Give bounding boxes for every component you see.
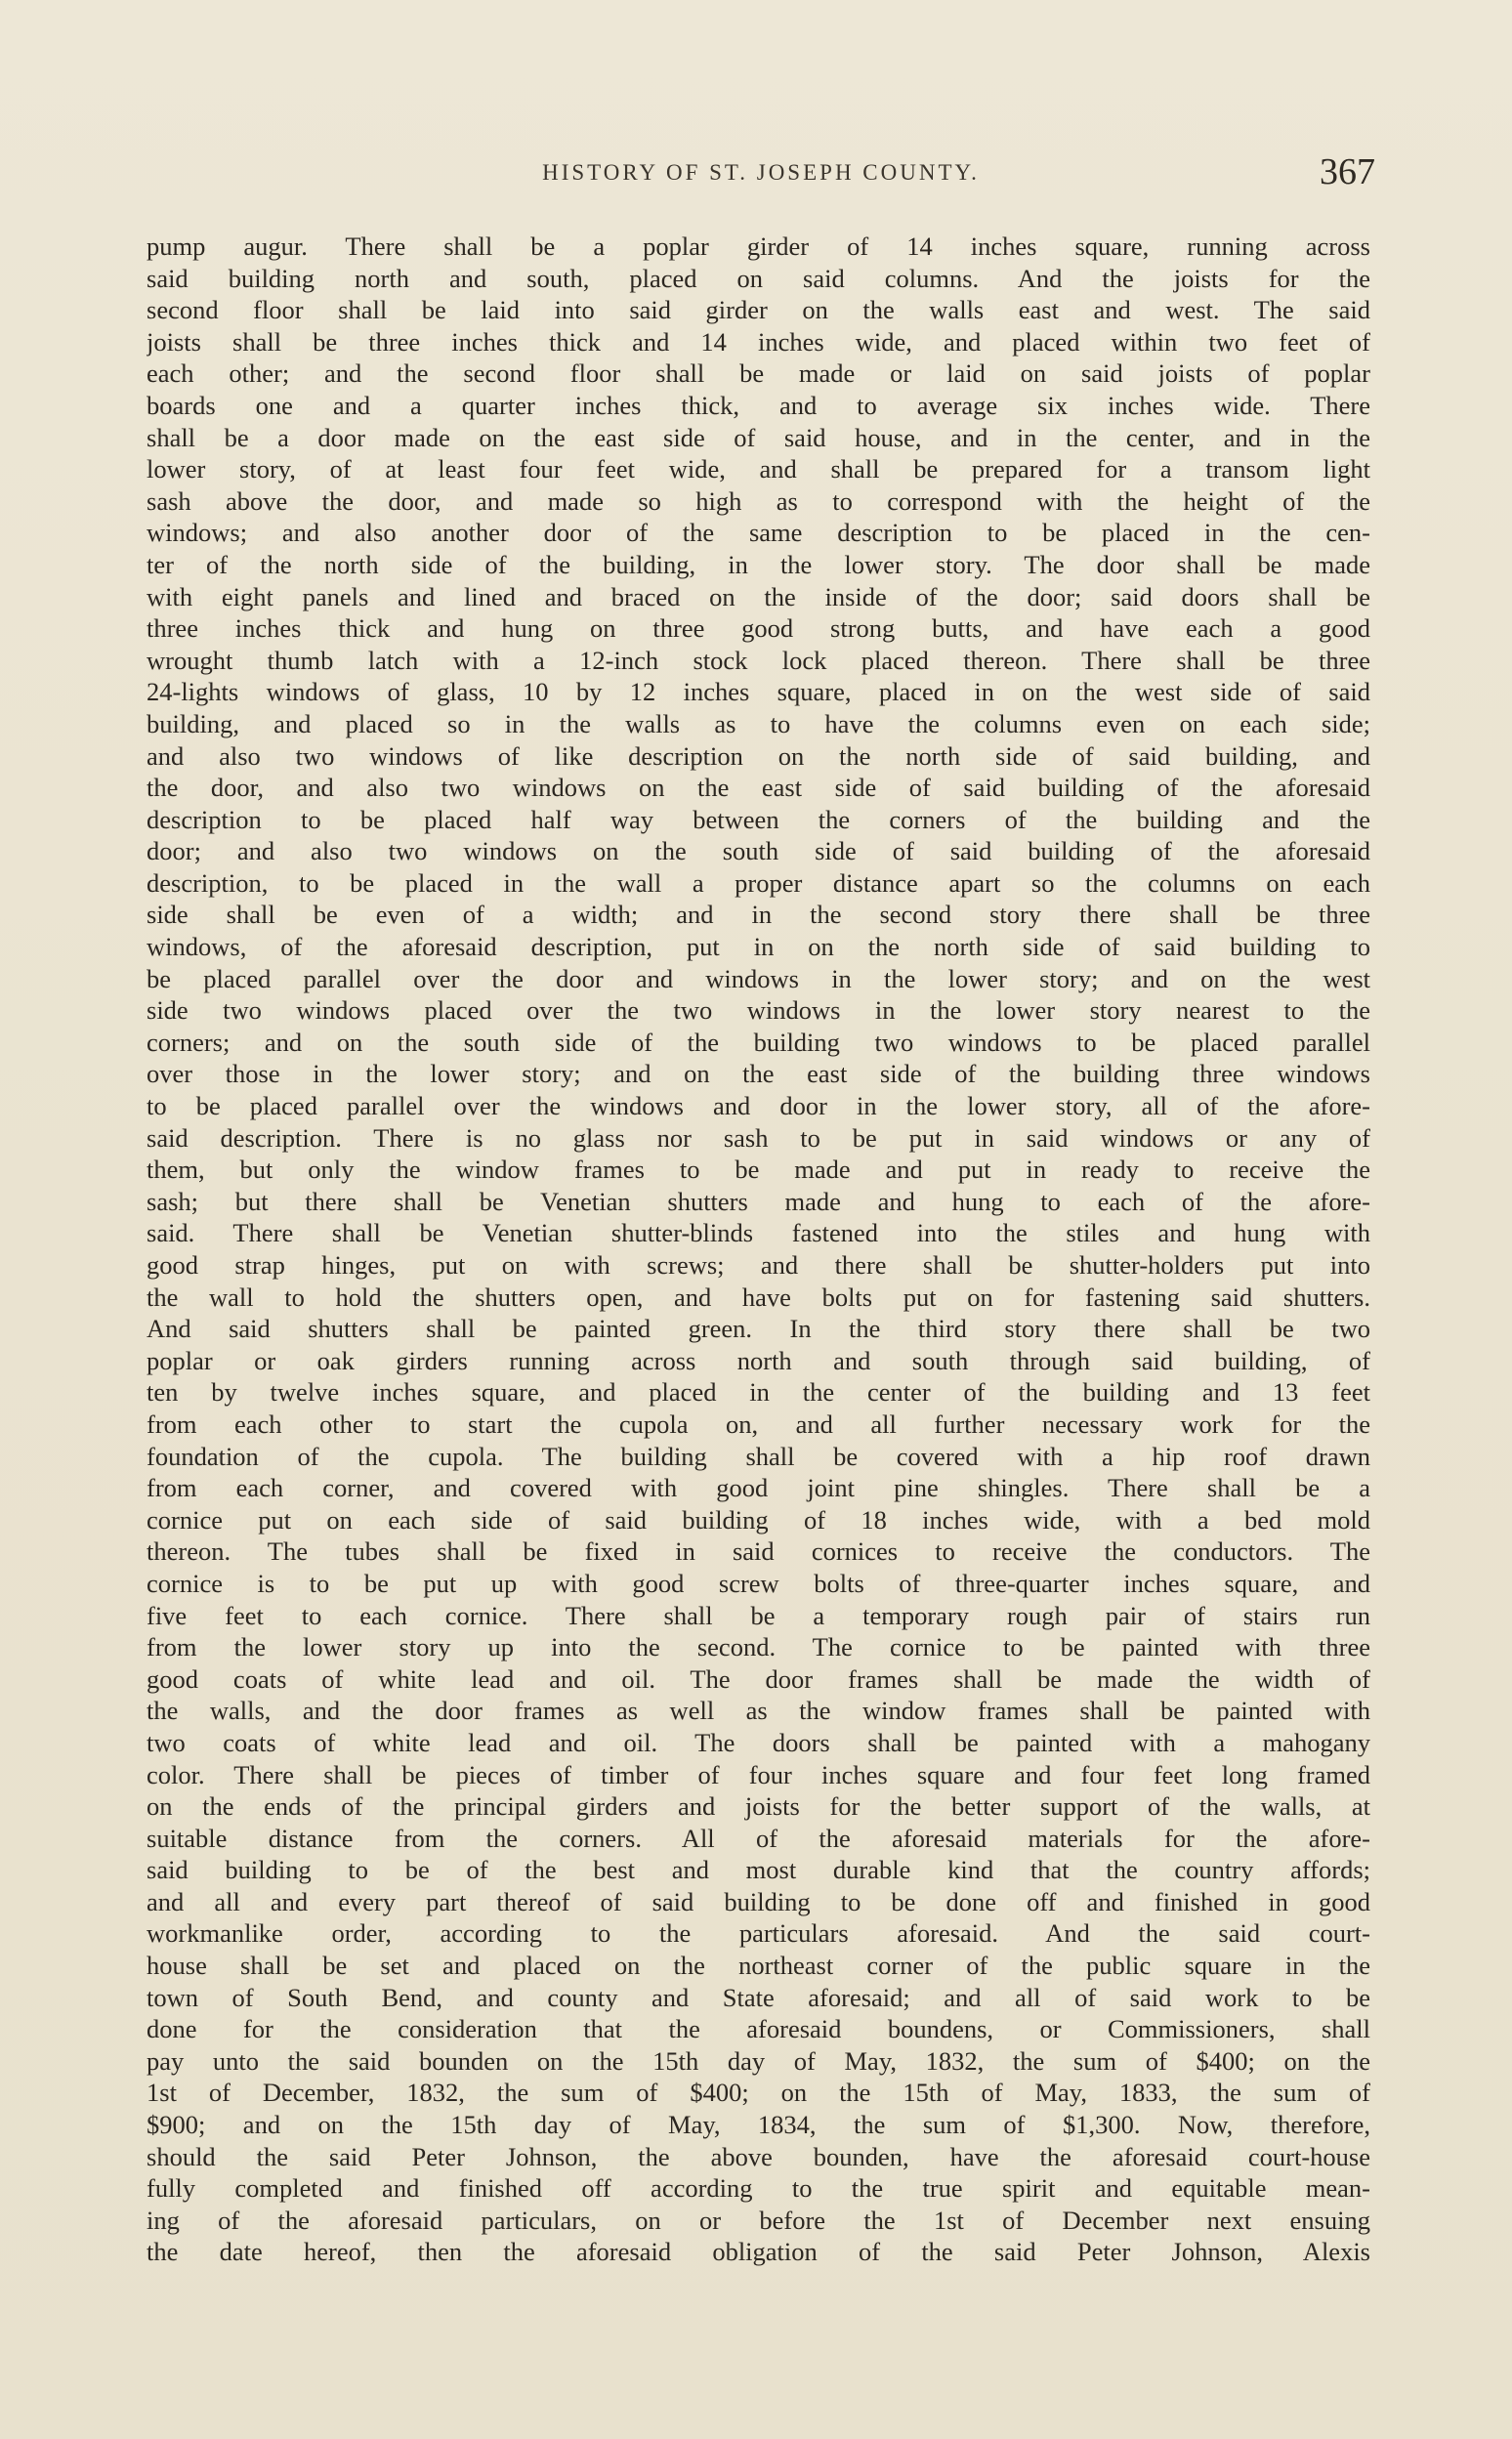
text-line: said building north and south, placed on said columns. And the joists for the	[147, 263, 1370, 293]
text-line: sash; but there shall be Venetian shutters made and hung to each of the afore-	[147, 1186, 1370, 1216]
running-title: HISTORY OF ST. JOSEPH COUNTY.	[542, 160, 980, 185]
text-line: building, and placed so in the walls as to have the columns even on each side;	[147, 708, 1370, 738]
text-line: two coats of white lead and oil. The doors shall be painted with a mahogany	[147, 1727, 1370, 1757]
text-line: the date hereof, then the aforesaid obligation of the said Peter Johnson, Alexis	[147, 2237, 1370, 2267]
text-line: wrought thumb latch with a 12-inch stock lock placed thereon. There shall be three	[147, 645, 1370, 675]
text-line: side two windows placed over the two windows in the lower story nearest to the	[147, 995, 1370, 1026]
text-line: 24-lights windows of glass, 10 by 12 inches square, placed in on the west side of said	[147, 677, 1370, 707]
text-line: good coats of white lead and oil. The door frames shall be made the width of	[147, 1663, 1370, 1694]
text-line: on the ends of the principal girders and joists for the better support of the walls, at	[147, 1791, 1370, 1822]
text-line: workmanlike order, according to the particulars aforesaid. And the said court-	[147, 1918, 1370, 1949]
text-line: done for the consideration that the aforesaid boundens, or Commissioners, shall	[147, 2014, 1370, 2044]
text-line: said building to be of the best and most durable kind that the country affords;	[147, 1855, 1370, 1885]
text-line: cornice is to be put up with good screw bolts of three-quarter inches square, and	[147, 1568, 1370, 1598]
text-line: second floor shall be laid into said girder on the walls east and west. The said	[147, 295, 1370, 325]
text-line: town of South Bend, and county and State aforesaid; and all of said work to be	[147, 1982, 1370, 2012]
text-line: description, to be placed in the wall a proper distance apart so the columns on each	[147, 867, 1370, 898]
text-line: door; and also two windows on the south side of said building of the aforesaid	[147, 836, 1370, 866]
text-line: house shall be set and placed on the northeast corner of the public square in the	[147, 1951, 1370, 1981]
text-line: color. There shall be pieces of timber of four inches square and four feet long framed	[147, 1759, 1370, 1789]
text-line: windows, of the aforesaid description, put in on the north side of said building to	[147, 932, 1370, 962]
text-line: should the said Peter Johnson, the above bounden, have the aforesaid court-house	[147, 2141, 1370, 2171]
text-line: cornice put on each side of said building of 18 inches wide, with a bed mold	[147, 1504, 1370, 1535]
text-line: windows; and also another door of the same description to be placed in the cen-	[147, 518, 1370, 548]
text-line: the walls, and the door frames as well as the window frames shall be painted with	[147, 1696, 1370, 1726]
text-line: pay unto the said bounden on the 15th day of May, 1832, the sum of $400; on the	[147, 2045, 1370, 2076]
page-number: 367	[1320, 151, 1375, 192]
text-line: them, but only the window frames to be made and put in ready to receive the	[147, 1155, 1370, 1185]
text-line: pump augur. There shall be a poplar girder of 14 inches square, running across	[147, 231, 1370, 261]
text-line: fully completed and finished off according to the true spirit and equitable mean-	[147, 2173, 1370, 2204]
text-line: sash above the door, and made so high as to correspond with the height of the	[147, 485, 1370, 516]
text-line: the wall to hold the shutters open, and have bolts put on for fastening said shutters.	[147, 1282, 1370, 1312]
text-line: poplar or oak girders running across north and south through said building, of	[147, 1345, 1370, 1375]
text-line: suitable distance from the corners. All of the aforesaid materials for the afore-	[147, 1823, 1370, 1853]
text-line: corners; and on the south side of the building two windows to be placed parallel	[147, 1027, 1370, 1057]
text-line: three inches thick and hung on three good strong butts, and have each a good	[147, 613, 1370, 644]
text-line: foundation of the cupola. The building shall be covered with a hip roof drawn	[147, 1441, 1370, 1471]
text-line: ter of the north side of the building, in the lower story. The door shall be made	[147, 549, 1370, 579]
text-line: said description. There is no glass nor sash to be put in said windows or any of	[147, 1122, 1370, 1153]
text-line: ing of the aforesaid particulars, on or before the 1st of December next ensuing	[147, 2205, 1370, 2235]
text-line: shall be a door made on the east side of said house, and in the center, and in the	[147, 422, 1370, 452]
text-line: and all and every part thereof of said building to be done off and finished in good	[147, 1886, 1370, 1916]
text-line: from each corner, and covered with good joint pine shingles. There shall be a	[147, 1473, 1370, 1503]
text-line: from each other to start the cupola on, and all further necessary work for the	[147, 1409, 1370, 1439]
text-line: good strap hinges, put on with screws; and there shall be shutter-holders put into	[147, 1250, 1370, 1280]
text-line: and also two windows of like description on the north side of said building, and	[147, 740, 1370, 771]
text-line: from the lower story up into the second. The cornice to be painted with three	[147, 1632, 1370, 1662]
text-line: 1st of December, 1832, the sum of $400; on the 15th of May, 1833, the sum of	[147, 2078, 1370, 2108]
text-line: the door, and also two windows on the east side of said building of the aforesaid	[147, 773, 1370, 803]
text-line: lower story, of at least four feet wide, and shall be prepared for a transom light	[147, 454, 1370, 484]
text-line: thereon. The tubes shall be fixed in said cornices to receive the conductors. The	[147, 1536, 1370, 1567]
text-line: $900; and on the 15th day of May, 1834, the sum of $1,300. Now, therefore,	[147, 2110, 1370, 2140]
text-line: said. There shall be Venetian shutter-blinds fastened into the stiles and hung with	[147, 1218, 1370, 1248]
text-line: over those in the lower story; and on the east side of the building three windows	[147, 1059, 1370, 1089]
text-line: each other; and the second floor shall be made or laid on said joists of poplar	[147, 358, 1370, 389]
text-line: side shall be even of a width; and in the second story there shall be three	[147, 900, 1370, 930]
text-line: to be placed parallel over the windows and door in the lower story, all of the afore-	[147, 1091, 1370, 1121]
text-line: five feet to each cornice. There shall be a temporary rough pair of stairs run	[147, 1600, 1370, 1630]
text-line: ten by twelve inches square, and placed in the center of the building and 13 feet	[147, 1377, 1370, 1408]
text-line: And said shutters shall be painted green. In the third story there shall be two	[147, 1314, 1370, 1344]
text-line: joists shall be three inches thick and 14 inches wide, and placed within two feet of	[147, 326, 1370, 357]
page-header	[147, 147, 1375, 195]
text-line: description to be placed half way between the corners of the building and the	[147, 804, 1370, 834]
body-text	[147, 231, 1370, 2268]
text-line: boards one and a quarter inches thick, and to average six inches wide. There	[147, 390, 1370, 420]
text-line: be placed parallel over the door and windows in the lower story; and on the west	[147, 963, 1370, 993]
text-line: with eight panels and lined and braced on the inside of the door; said doors shall be	[147, 581, 1370, 611]
